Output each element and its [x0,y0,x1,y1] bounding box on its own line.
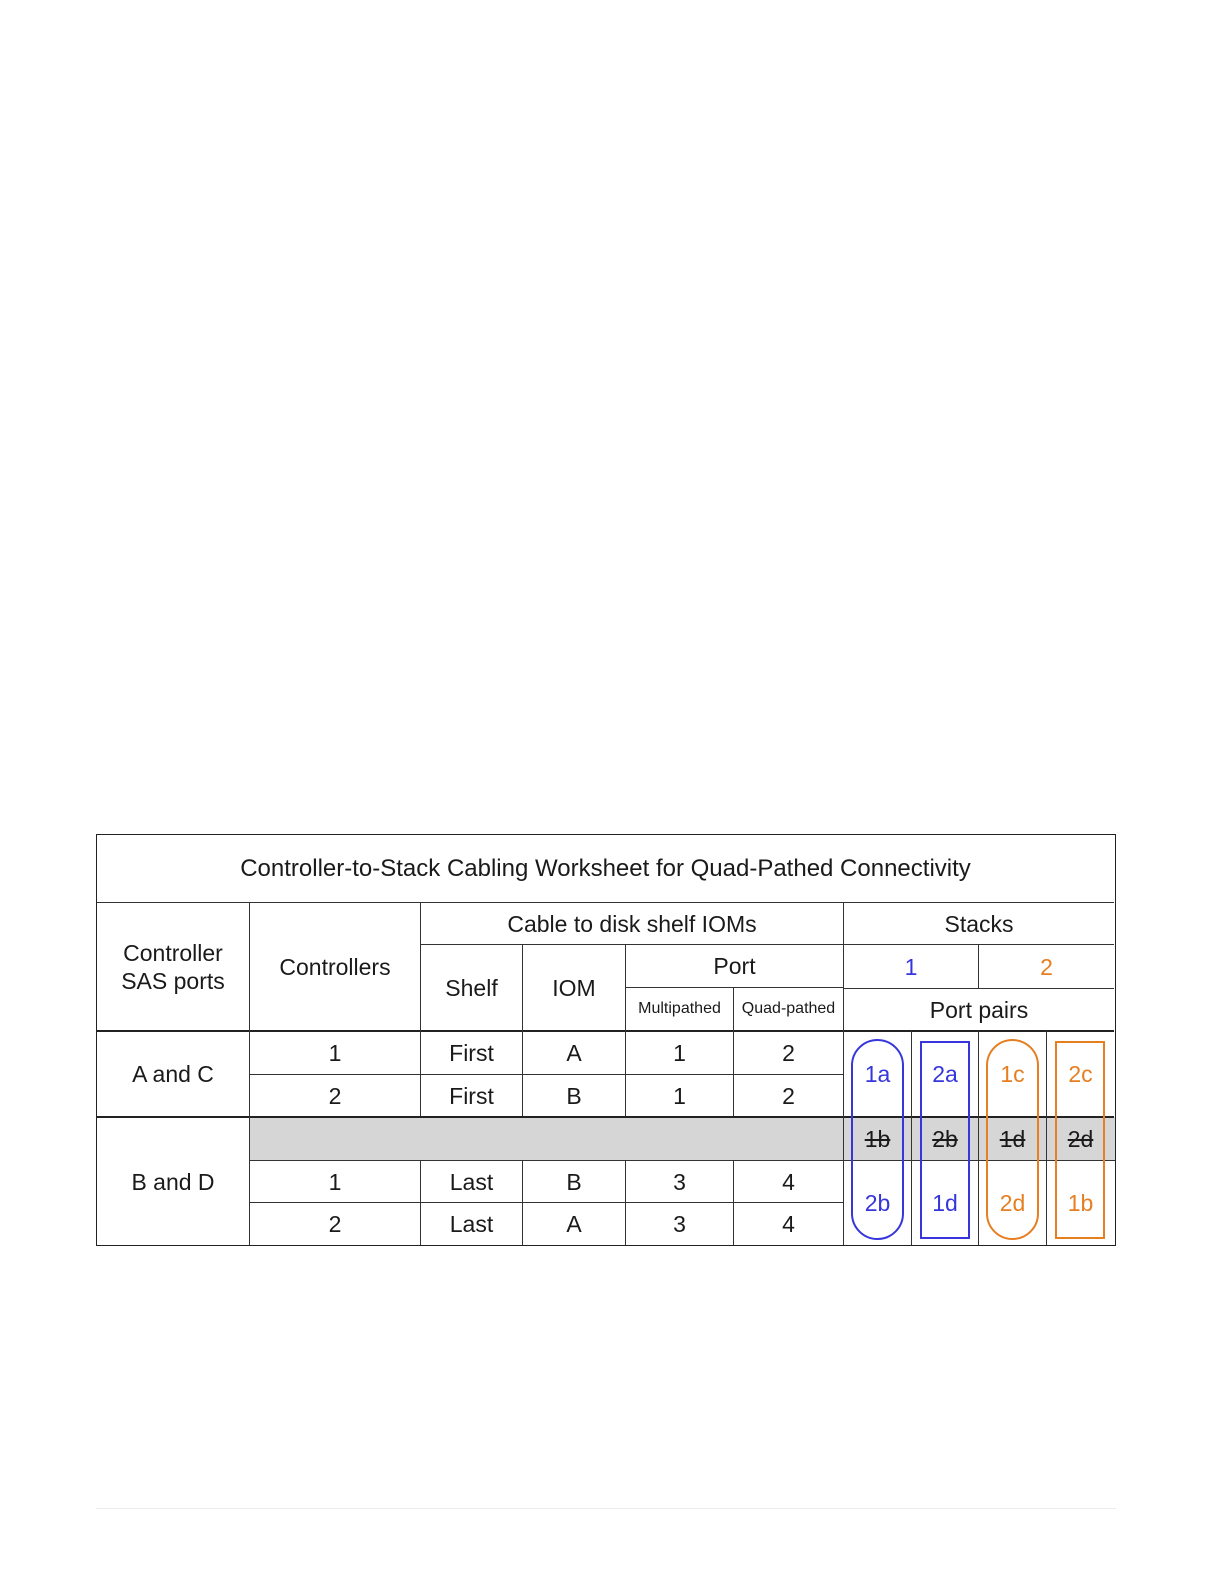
row-2-multipathed: 1 [673,1082,686,1109]
row-2-shelf: First [449,1082,494,1109]
row-4-controller: 2 [328,1211,342,1237]
row-4-shelf: Last [449,1211,494,1237]
header-quad-pathed: Quad-pathed [741,1000,836,1017]
row-4-multipathed: 3 [673,1211,686,1237]
port-pair-4-struck: 2d [1067,1125,1094,1152]
header-iom: IOM [552,974,596,1001]
row-1-iom: A [566,1040,582,1066]
port-pair-1-bottom: 2b [864,1190,891,1216]
port-pair-4-bottom: 1b [1067,1190,1094,1216]
row-2-controller: 2 [328,1082,342,1109]
row-1-multipathed: 1 [673,1040,686,1066]
port-pair-3-top: 1c [1000,1061,1025,1087]
port-pair-2-top: 2a [932,1061,958,1087]
row-3-controller: 1 [328,1168,342,1195]
port-pair-2-struck: 2b [932,1125,958,1152]
port-pair-4-top: 2c [1068,1061,1093,1087]
row-2-quad-pathed: 2 [782,1082,795,1109]
header-stack-2: 2 [1040,953,1053,980]
row-1-shelf: First [449,1040,494,1066]
group-label-b-and-d: B and D [131,1168,215,1195]
header-multipathed: Multipathed [638,1000,721,1017]
group-label-a-and-c: A and C [132,1061,214,1087]
row-4-quad-pathed: 4 [782,1211,795,1237]
row-3-shelf: Last [449,1168,494,1195]
header-stack-1: 1 [904,953,918,980]
header-cable-to-iom: Cable to disk shelf IOMs [507,910,757,937]
header-shelf: Shelf [445,974,498,1001]
row-2-iom: B [566,1082,582,1109]
port-pair-3-struck: 1d [999,1125,1026,1152]
header-port: Port [713,953,756,979]
row-3-multipathed: 3 [673,1168,686,1195]
header-controller-sas-ports: Controller SAS ports [121,939,225,994]
row-3-quad-pathed: 4 [782,1168,795,1195]
header-port-pairs: Port pairs [929,996,1029,1023]
cabling-worksheet-table [96,834,1116,1246]
header-stacks: Stacks [944,910,1014,937]
header-controllers: Controllers [279,953,391,980]
row-1-controller: 1 [328,1040,342,1066]
port-pair-2-bottom: 1d [932,1190,958,1216]
row-1-quad-pathed: 2 [782,1040,795,1066]
port-pair-1-top: 1a [864,1061,891,1087]
row-3-iom: B [566,1168,582,1195]
page-footer-divider [96,1508,1116,1509]
worksheet-title: Controller-to-Stack Cabling Worksheet for Quad-Pathed Connectivity [240,855,971,882]
port-pair-3-bottom: 2d [999,1190,1026,1216]
port-pair-1-struck: 1b [864,1125,891,1152]
row-4-iom: A [566,1211,582,1237]
